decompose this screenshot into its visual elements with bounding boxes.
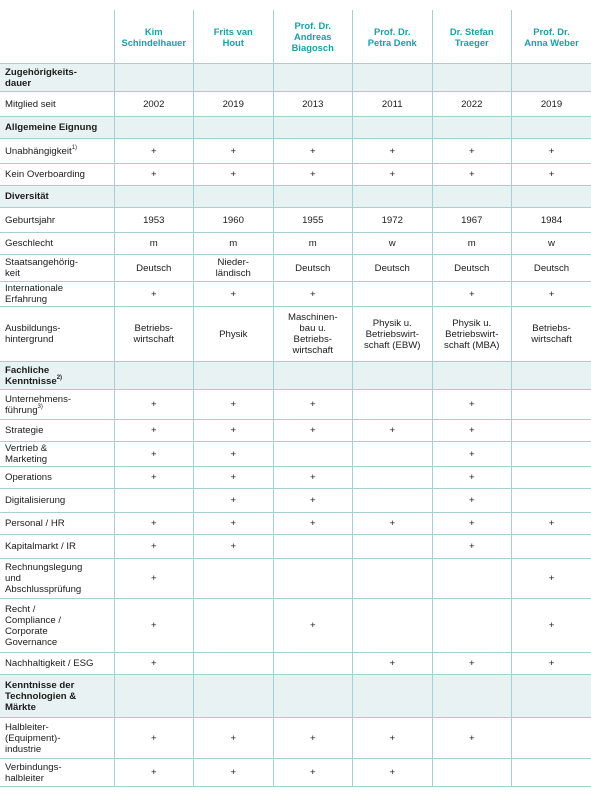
- value-cell: +: [432, 653, 512, 675]
- value-cell: Deutsch: [114, 255, 194, 282]
- value-cell: +: [353, 164, 433, 186]
- member-header: Frits van Hout: [194, 10, 274, 64]
- section-cell: [114, 362, 194, 390]
- value-cell: 1953: [114, 208, 194, 233]
- label-text: Vertrieb & Marketing: [5, 443, 48, 465]
- value-cell: +: [432, 718, 512, 759]
- value-cell: Physik: [194, 307, 274, 362]
- value-cell: +: [273, 513, 353, 535]
- value-cell: [432, 559, 512, 599]
- criterion-label: [0, 759, 114, 787]
- value-cell: [432, 599, 512, 653]
- value-cell: [273, 442, 353, 467]
- section-cell: [512, 675, 591, 718]
- value-cell: 1955: [273, 208, 353, 233]
- value-cell: 1972: [353, 208, 433, 233]
- label-text: Halbleiter- (Equipment)- industrie: [5, 721, 61, 755]
- value-cell: [512, 759, 591, 787]
- section-row: [0, 64, 591, 92]
- section-cell: [432, 186, 512, 208]
- value-cell: +: [512, 599, 591, 653]
- value-cell: +: [194, 282, 274, 307]
- value-cell: +: [512, 513, 591, 535]
- value-cell: +: [114, 535, 194, 559]
- value-cell: +: [512, 282, 591, 307]
- section-cell: [353, 362, 433, 390]
- label-text: Geschlecht: [5, 238, 53, 249]
- table-row: [0, 139, 591, 164]
- value-cell: [194, 559, 274, 599]
- value-cell: +: [273, 467, 353, 489]
- value-cell: +: [432, 282, 512, 307]
- value-cell: Maschinen- bau u. Betriebs- wirtschaft: [273, 307, 353, 362]
- criterion-label: [0, 390, 114, 420]
- criterion-label: [0, 442, 114, 467]
- value-cell: +: [432, 467, 512, 489]
- label-text: Operations: [5, 472, 52, 483]
- value-cell: [353, 390, 433, 420]
- value-cell: [353, 599, 433, 653]
- value-cell: +: [194, 489, 274, 513]
- section-cell: [114, 675, 194, 718]
- value-cell: +: [194, 442, 274, 467]
- section-label: [0, 362, 114, 390]
- criterion-label: [0, 718, 114, 759]
- label-text: Staatsangehörig- keit: [5, 257, 79, 279]
- value-cell: [512, 489, 591, 513]
- value-cell: +: [432, 420, 512, 442]
- corner-cell: [0, 10, 114, 64]
- value-cell: +: [194, 467, 274, 489]
- criterion-label: [0, 599, 114, 653]
- label-text: Unternehmens- führung: [5, 393, 72, 416]
- value-cell: Physik u. Betriebswirt- schaft (EBW): [353, 307, 433, 362]
- section-cell: [114, 117, 194, 139]
- value-cell: [353, 489, 433, 513]
- label-text: Kein Overboarding: [5, 169, 85, 180]
- value-cell: [273, 559, 353, 599]
- value-cell: 2019: [194, 92, 274, 117]
- value-cell: +: [512, 139, 591, 164]
- label-text: Diversität: [5, 191, 49, 202]
- section-cell: [512, 117, 591, 139]
- value-cell: Nieder- ländisch: [194, 255, 274, 282]
- section-cell: [353, 186, 433, 208]
- value-cell: Betriebs- wirtschaft: [512, 307, 591, 362]
- value-cell: +: [432, 489, 512, 513]
- value-cell: +: [273, 282, 353, 307]
- section-cell: [353, 675, 433, 718]
- value-cell: [512, 535, 591, 559]
- footnote-marker: 1): [71, 144, 78, 151]
- value-cell: +: [194, 718, 274, 759]
- section-cell: [432, 117, 512, 139]
- value-cell: [512, 420, 591, 442]
- label-text: Ausbildungs- hintergrund: [5, 323, 61, 345]
- value-cell: +: [114, 559, 194, 599]
- label-text: Kapitalmarkt / IR: [5, 541, 76, 552]
- section-row: [0, 117, 591, 139]
- value-cell: [353, 467, 433, 489]
- value-cell: 2019: [512, 92, 591, 117]
- section-cell: [194, 64, 274, 92]
- value-cell: m: [273, 233, 353, 255]
- section-cell: [273, 64, 353, 92]
- label-text: Allgemeine Eignung: [5, 122, 98, 133]
- table-row: [0, 233, 591, 255]
- value-cell: [353, 535, 433, 559]
- value-cell: +: [114, 467, 194, 489]
- section-cell: [273, 117, 353, 139]
- criterion-label: [0, 164, 114, 186]
- value-cell: +: [194, 139, 274, 164]
- criterion-label: [0, 420, 114, 442]
- label-text: Verbindungs- halbleiter: [5, 761, 62, 784]
- value-cell: [194, 599, 274, 653]
- value-cell: +: [512, 653, 591, 675]
- table-row: [0, 164, 591, 186]
- criterion-label: [0, 467, 114, 489]
- section-cell: [353, 117, 433, 139]
- value-cell: Deutsch: [512, 255, 591, 282]
- section-cell: [114, 186, 194, 208]
- section-cell: [114, 64, 194, 92]
- value-cell: Deutsch: [432, 255, 512, 282]
- label-text: Internationale Erfahrung: [5, 283, 64, 305]
- label-text: Zugehörigkeits- dauer: [5, 66, 77, 89]
- label-text: Unabhängigkeit: [5, 145, 72, 157]
- criterion-label: [0, 208, 114, 233]
- section-cell: [512, 186, 591, 208]
- footnote-marker: 3): [37, 403, 43, 410]
- value-cell: [353, 282, 433, 307]
- table-row: [0, 535, 591, 559]
- value-cell: +: [114, 390, 194, 420]
- value-cell: +: [512, 559, 591, 599]
- section-cell: [512, 64, 591, 92]
- value-cell: +: [353, 653, 433, 675]
- value-cell: +: [194, 535, 274, 559]
- value-cell: +: [114, 653, 194, 675]
- label-text: Recht / Compliance / Corporate Governance: [5, 603, 61, 648]
- section-cell: [353, 64, 433, 92]
- table-row: [0, 467, 591, 489]
- criterion-label: [0, 139, 114, 164]
- table-row: [0, 307, 591, 362]
- criterion-label: [0, 255, 114, 282]
- criterion-label: [0, 92, 114, 117]
- value-cell: +: [273, 759, 353, 787]
- value-cell: [114, 489, 194, 513]
- footnote-marker: 2): [56, 374, 63, 381]
- label-text: Mitglied seit: [5, 98, 56, 110]
- value-cell: [194, 653, 274, 675]
- label-text: Rechnungslegung und Abschlussprüfung: [5, 562, 83, 595]
- member-header: Prof. Dr. Anna Weber: [512, 10, 591, 64]
- section-label: [0, 675, 114, 718]
- criterion-label: [0, 233, 114, 255]
- value-cell: +: [273, 390, 353, 420]
- value-cell: +: [353, 139, 433, 164]
- value-cell: +: [432, 535, 512, 559]
- section-cell: [512, 362, 591, 390]
- value-cell: [353, 442, 433, 467]
- value-cell: 1984: [512, 208, 591, 233]
- label-text: Strategie: [5, 425, 44, 436]
- section-row: [0, 675, 591, 718]
- section-cell: [273, 675, 353, 718]
- value-cell: +: [194, 390, 274, 420]
- value-cell: +: [114, 139, 194, 164]
- value-cell: +: [114, 282, 194, 307]
- value-cell: 2022: [432, 92, 512, 117]
- section-label: [0, 186, 114, 208]
- value-cell: +: [273, 489, 353, 513]
- value-cell: m: [194, 233, 274, 255]
- value-cell: +: [353, 759, 433, 787]
- member-header: Kim Schindelhauer: [114, 10, 194, 64]
- criterion-label: [0, 489, 114, 513]
- section-cell: [273, 362, 353, 390]
- value-cell: +: [273, 164, 353, 186]
- table-row: [0, 208, 591, 233]
- value-cell: +: [432, 442, 512, 467]
- member-header: Prof. Dr. Andreas Biagosch: [273, 10, 353, 64]
- section-cell: [194, 362, 274, 390]
- criterion-label: [0, 513, 114, 535]
- value-cell: Betriebs- wirtschaft: [114, 307, 194, 362]
- table-row: [0, 759, 591, 787]
- value-cell: [512, 467, 591, 489]
- label-text: Personal / HR: [5, 518, 65, 529]
- value-cell: [353, 559, 433, 599]
- member-header: Dr. Stefan Traeger: [432, 10, 512, 64]
- table-row: [0, 718, 591, 759]
- criterion-label: [0, 653, 114, 675]
- section-cell: [432, 675, 512, 718]
- value-cell: Physik u. Betriebswirt- schaft (MBA): [432, 307, 512, 362]
- value-cell: [273, 653, 353, 675]
- value-cell: +: [353, 718, 433, 759]
- value-cell: +: [114, 599, 194, 653]
- section-row: [0, 362, 591, 390]
- table-row: [0, 559, 591, 599]
- value-cell: [512, 718, 591, 759]
- criterion-label: [0, 282, 114, 307]
- criterion-label: [0, 307, 114, 362]
- value-cell: 2002: [114, 92, 194, 117]
- table-row: [0, 653, 591, 675]
- section-cell: [432, 64, 512, 92]
- table-row: [0, 420, 591, 442]
- table-row: [0, 282, 591, 307]
- value-cell: +: [353, 513, 433, 535]
- value-cell: +: [432, 139, 512, 164]
- value-cell: Deutsch: [353, 255, 433, 282]
- section-cell: [194, 117, 274, 139]
- table-row: [0, 442, 591, 467]
- value-cell: +: [512, 164, 591, 186]
- label-text: Geburtsjahr: [5, 214, 56, 226]
- matrix-body: [0, 64, 591, 787]
- section-row: [0, 186, 591, 208]
- label-text: Kenntnisse der Technologien & Märkte: [5, 679, 77, 713]
- value-cell: 1967: [432, 208, 512, 233]
- value-cell: w: [512, 233, 591, 255]
- value-cell: +: [273, 139, 353, 164]
- table-row: [0, 513, 591, 535]
- value-cell: +: [353, 420, 433, 442]
- criterion-label: [0, 559, 114, 599]
- value-cell: +: [114, 718, 194, 759]
- value-cell: Deutsch: [273, 255, 353, 282]
- table-row: [0, 255, 591, 282]
- value-cell: +: [194, 420, 274, 442]
- criterion-label: [0, 535, 114, 559]
- value-cell: +: [273, 718, 353, 759]
- value-cell: +: [432, 513, 512, 535]
- value-cell: 2011: [353, 92, 433, 117]
- table-row: [0, 489, 591, 513]
- label-text: Digitalisierung: [5, 495, 66, 506]
- table-row: [0, 92, 591, 117]
- value-cell: +: [114, 759, 194, 787]
- header-row: [0, 10, 591, 64]
- value-cell: +: [114, 442, 194, 467]
- value-cell: +: [194, 513, 274, 535]
- value-cell: +: [432, 164, 512, 186]
- value-cell: +: [194, 759, 274, 787]
- value-cell: +: [114, 420, 194, 442]
- value-cell: [432, 759, 512, 787]
- value-cell: +: [273, 599, 353, 653]
- board-qualification-matrix: [0, 10, 591, 787]
- section-cell: [194, 186, 274, 208]
- value-cell: 1960: [194, 208, 274, 233]
- section-cell: [273, 186, 353, 208]
- table-row: [0, 390, 591, 420]
- section-label: [0, 64, 114, 92]
- value-cell: +: [114, 164, 194, 186]
- value-cell: +: [432, 390, 512, 420]
- section-label: [0, 117, 114, 139]
- value-cell: [512, 442, 591, 467]
- table-row: [0, 599, 591, 653]
- value-cell: +: [194, 164, 274, 186]
- value-cell: [273, 535, 353, 559]
- section-cell: [432, 362, 512, 390]
- member-header: Prof. Dr. Petra Denk: [353, 10, 433, 64]
- value-cell: +: [114, 513, 194, 535]
- value-cell: w: [353, 233, 433, 255]
- value-cell: [512, 390, 591, 420]
- section-cell: [194, 675, 274, 718]
- value-cell: 2013: [273, 92, 353, 117]
- value-cell: m: [432, 233, 512, 255]
- label-text: Nachhaltigkeit / ESG: [5, 658, 94, 669]
- label-text: Fachliche Kenntnisse: [5, 364, 57, 387]
- value-cell: m: [114, 233, 194, 255]
- value-cell: +: [273, 420, 353, 442]
